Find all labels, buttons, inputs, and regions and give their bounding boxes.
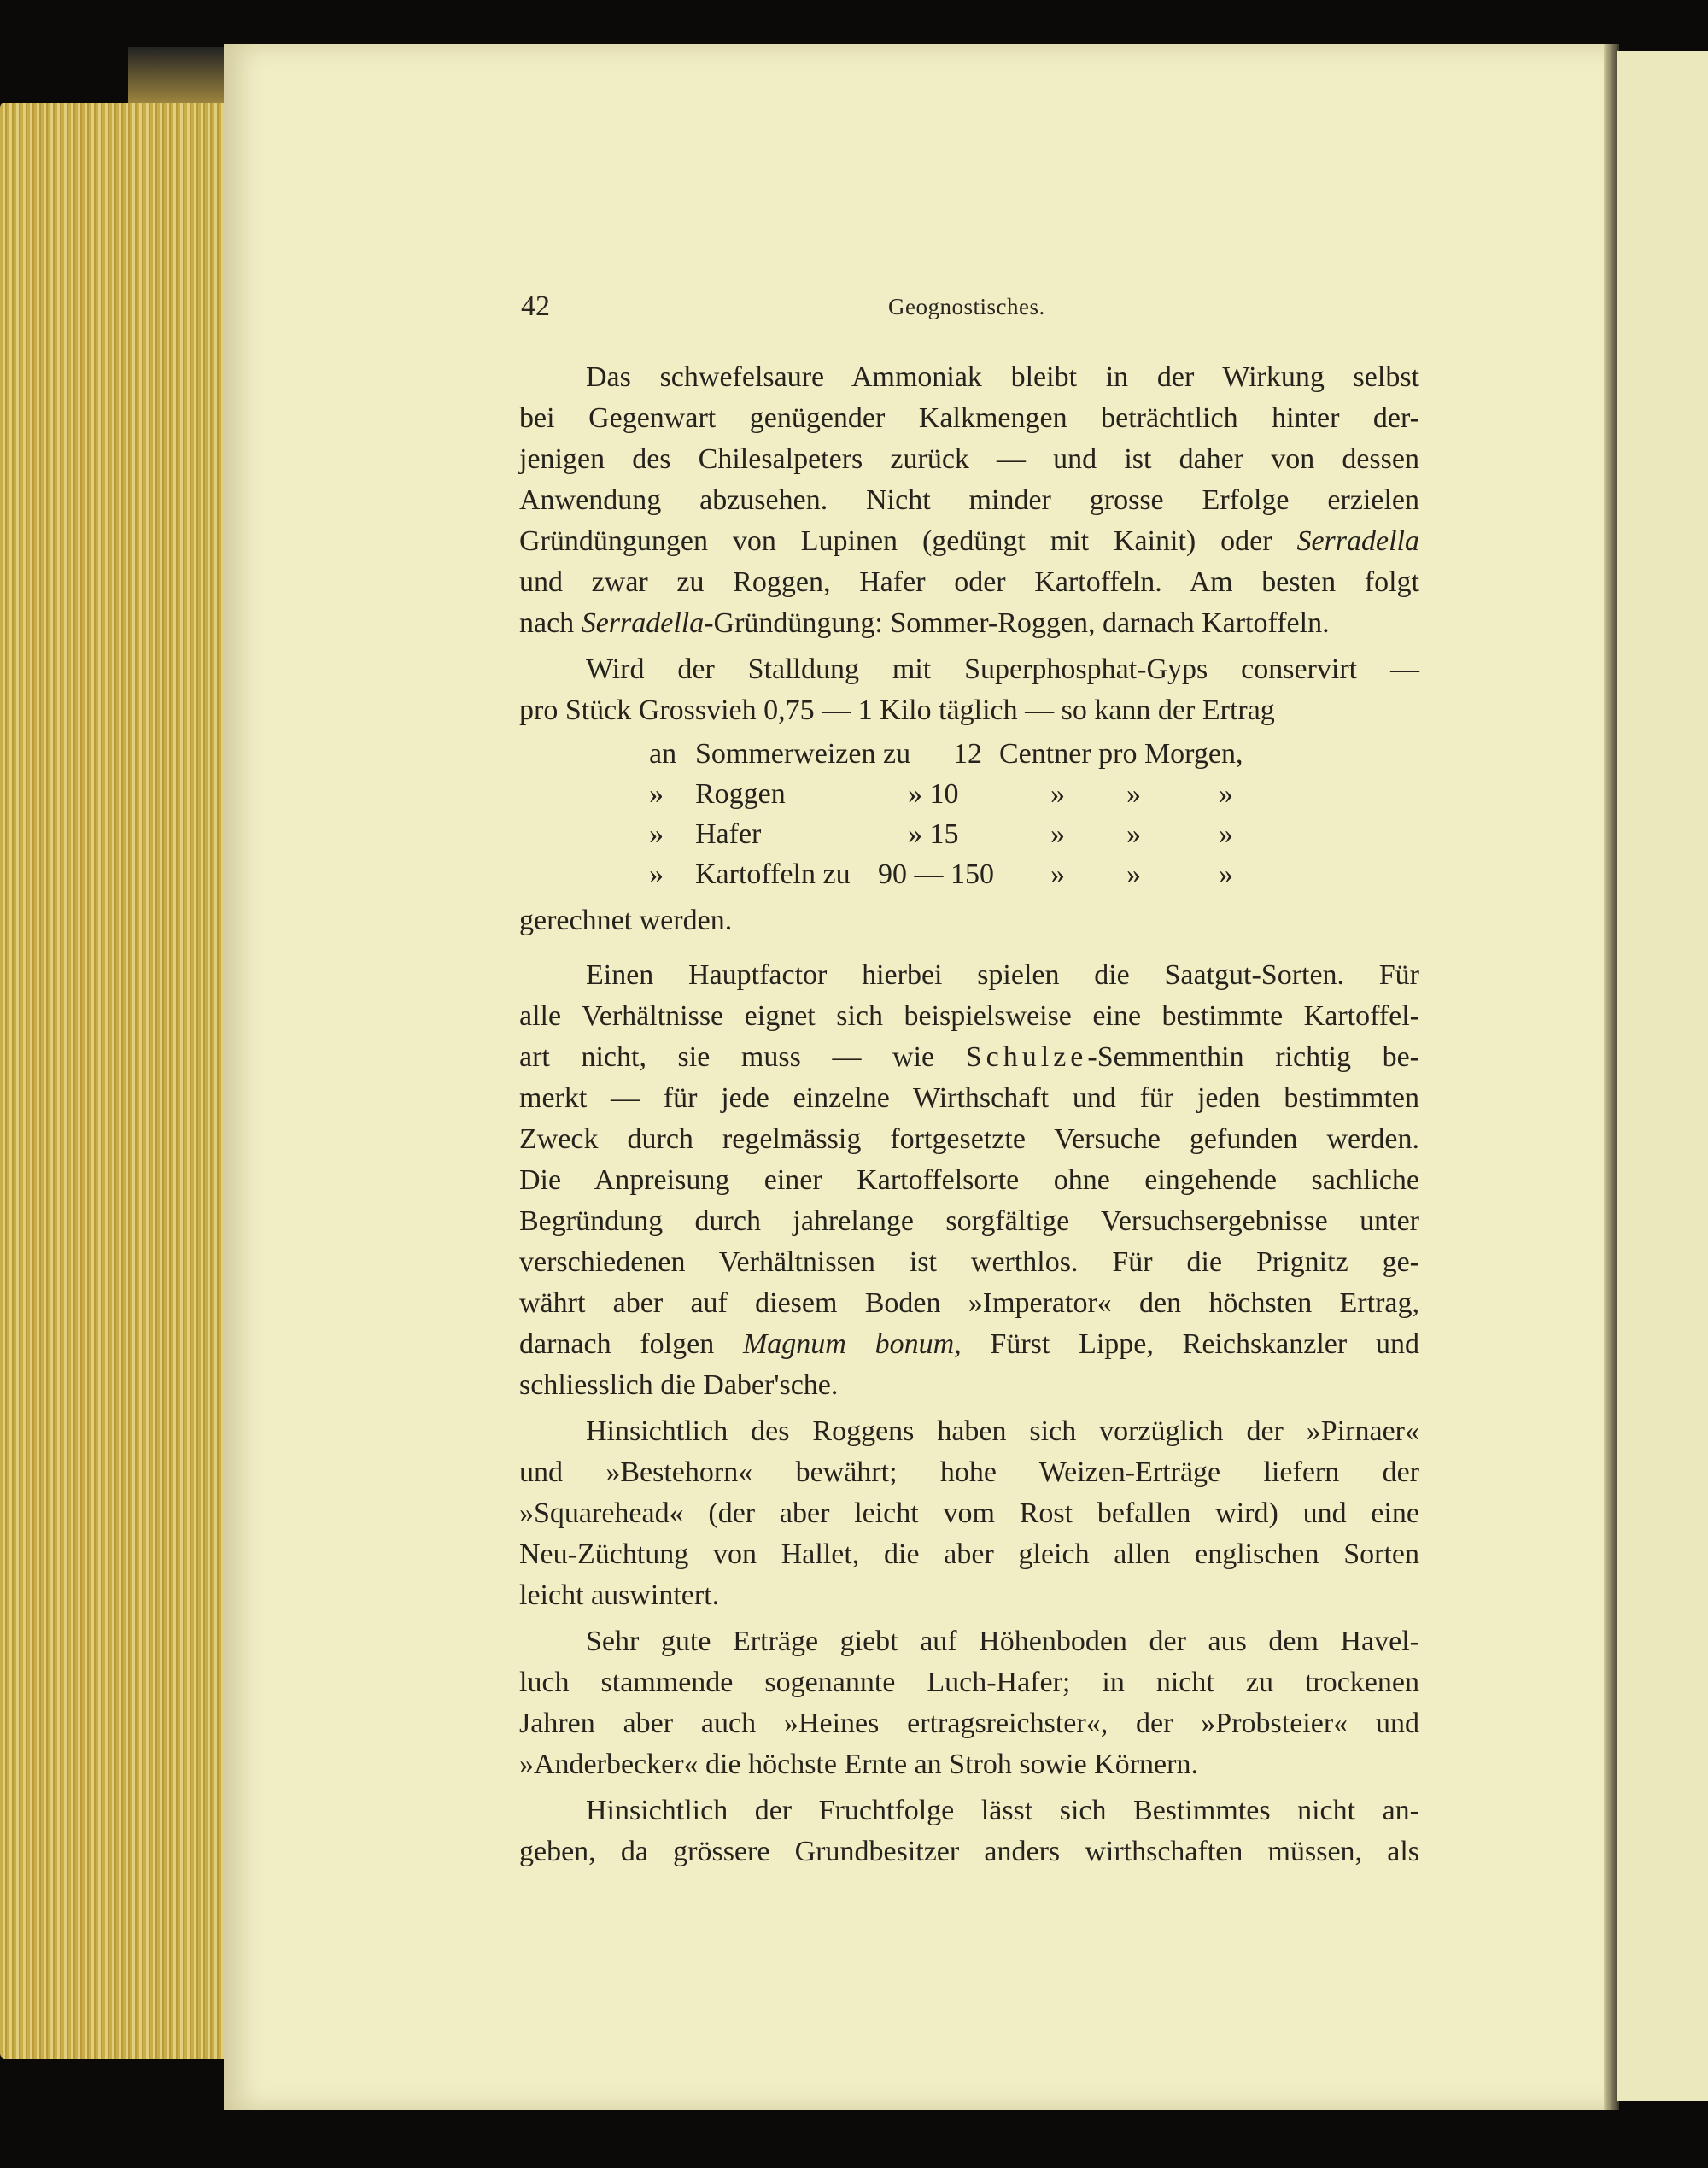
text-span: darnach folgen xyxy=(519,1328,743,1360)
paragraph xyxy=(519,1621,1419,1785)
text-line xyxy=(519,955,1419,996)
text-line xyxy=(519,1411,1419,1452)
text-span: alle Verhältnisse eignet sich beispielsweise eine bestimmte Kartoffel- xyxy=(519,1000,1419,1032)
table-cell: 90 — 150 xyxy=(878,858,994,890)
text-span: Einen Hauptfactor hierbei spielen die Saatgut-Sorten. Für xyxy=(586,959,1419,991)
text-span: -Gründüngung: Sommer-Roggen, darnach Kartoffeln. xyxy=(704,607,1330,639)
text-line xyxy=(519,1452,1419,1493)
facing-page-edge xyxy=(1617,51,1708,2101)
text-span: Hinsichtlich der Fruchtfolge lässt sich Bestimmtes nicht an- xyxy=(586,1795,1419,1826)
text-span: nach xyxy=(519,607,582,639)
text-span: , Fürst Lippe, Reichskanzler und xyxy=(954,1328,1419,1360)
text-line xyxy=(519,1831,1419,1872)
text-line xyxy=(519,562,1419,603)
text-line xyxy=(519,1534,1419,1575)
paragraph xyxy=(519,1790,1419,1872)
text-span: leicht auswintert. xyxy=(519,1579,720,1611)
text-span: währt aber auf diesem Boden »Imperator« den höchsten Ertrag, xyxy=(519,1287,1419,1319)
text-line xyxy=(519,996,1419,1037)
table-cell: » xyxy=(1050,818,1065,850)
text-line xyxy=(519,1575,1419,1616)
text-line xyxy=(519,521,1419,562)
table-cell: » xyxy=(1219,778,1233,810)
emphasized-text: Schulze xyxy=(965,1041,1088,1073)
table-cell: » xyxy=(1219,818,1233,850)
text-span: art nicht, sie muss — wie xyxy=(519,1041,966,1073)
table-cell: 12 xyxy=(953,738,982,770)
table-cell: » xyxy=(1126,858,1141,890)
text-span: luch stammende sogenannte Luch-Hafer; in nicht zu trockenen xyxy=(519,1667,1419,1698)
running-title: Geognostisches. xyxy=(888,294,1045,319)
text-line xyxy=(519,1324,1419,1365)
text-span: geben, da grössere Grundbesitzer anders wirthschaften müssen, als xyxy=(519,1836,1419,1867)
text-span: und zwar zu Roggen, Hafer oder Kartoffeln. Am besten folgt xyxy=(519,566,1419,598)
table-cell: » 10 xyxy=(908,778,959,810)
text-span: »Anderbecker« die höchste Ernte an Stroh sowie Körnern. xyxy=(519,1749,1198,1780)
table-cell: » xyxy=(649,858,664,890)
text-line xyxy=(519,1119,1419,1160)
text-span: Neu-Züchtung von Hallet, die aber gleich allen englischen Sorten xyxy=(519,1538,1419,1570)
emphasized-text: Magnum bonum xyxy=(742,1328,955,1360)
text-span: Begründung durch jahrelange sorgfältige Versuchsergebnisse unter xyxy=(519,1205,1419,1237)
table-cell: » xyxy=(1050,858,1065,890)
text-span: Anwendung abzusehen. Nicht minder grosse Erfolge erzielen xyxy=(519,484,1419,516)
text-line xyxy=(519,1621,1419,1662)
text-span: -Semmenthin richtig be- xyxy=(1087,1041,1419,1073)
text-line xyxy=(519,439,1419,480)
text-span: Hinsichtlich des Roggens haben sich vorzüglich der »Pirnaer« xyxy=(586,1415,1419,1447)
yield-table xyxy=(519,735,1419,895)
table-cell: » xyxy=(1126,818,1141,850)
text-span: Sehr gute Erträge giebt auf Höhenboden der aus dem Havel- xyxy=(586,1626,1419,1657)
text-span: jenigen des Chilesalpeters zurück — und ist daher von dessen xyxy=(519,443,1419,475)
paragraph xyxy=(519,649,1419,731)
text-span: Zweck durch regelmässig fortgesetzte Versuche gefunden werden. xyxy=(519,1123,1419,1155)
text-span: schliesslich die Daber'sche. xyxy=(519,1369,839,1401)
text-line xyxy=(519,1242,1419,1283)
text-span: verschiedenen Verhältnissen ist werthlos. Für die Prignitz ge- xyxy=(519,1246,1419,1278)
table-cell: Sommerweizen zu xyxy=(695,738,911,770)
paragraph xyxy=(519,900,1419,941)
table-cell: » xyxy=(1050,778,1065,810)
text-span: Gründüngungen von Lupinen (gedüngt mit Kainit) oder xyxy=(519,525,1297,557)
text-span: Jahren aber auch »Heines ertragsreichster«, der »Probsteier« und xyxy=(519,1708,1419,1739)
page-body xyxy=(519,352,1419,1872)
emphasized-text: Serradella xyxy=(581,607,705,639)
page-stack-edge xyxy=(0,103,231,2059)
table-cell: » 15 xyxy=(908,818,959,850)
text-line xyxy=(519,603,1419,644)
text-line xyxy=(519,649,1419,690)
table-cell: Kartoffeln zu xyxy=(695,858,851,890)
text-span: pro Stück Grossvieh 0,75 — 1 Kilo täglich — so kann der Ertrag xyxy=(519,694,1275,726)
text-line xyxy=(519,357,1419,398)
text-span: Die Anpreisung einer Kartoffelsorte ohne eingehende sachliche xyxy=(519,1164,1419,1196)
text-line xyxy=(519,480,1419,521)
page-number: 42 xyxy=(521,290,550,322)
text-line xyxy=(519,900,1419,941)
table-cell: » xyxy=(649,818,664,850)
text-line xyxy=(519,1790,1419,1831)
text-span: merkt — für jede einzelne Wirthschaft und für jeden bestimmten xyxy=(519,1082,1419,1114)
text-line xyxy=(519,1493,1419,1534)
text-line xyxy=(519,1078,1419,1119)
paragraph xyxy=(519,357,1419,644)
paragraphs-after-table xyxy=(519,900,1419,1872)
text-line xyxy=(519,1365,1419,1406)
table-cell: » xyxy=(1126,778,1141,810)
table-cell: » xyxy=(1219,858,1233,890)
text-span: gerechnet werden. xyxy=(519,905,733,936)
text-line xyxy=(519,1283,1419,1324)
text-span: und »Bestehorn« bewährt; hohe Weizen-Erträge liefern der xyxy=(519,1456,1419,1488)
text-line xyxy=(519,1201,1419,1242)
emphasized-text: Serradella xyxy=(1296,525,1419,557)
table-cell: » xyxy=(649,778,664,810)
text-line xyxy=(519,1037,1419,1078)
text-line xyxy=(519,690,1419,731)
text-line xyxy=(519,1703,1419,1744)
table-cell: Roggen xyxy=(695,778,786,810)
text-span: Das schwefelsaure Ammoniak bleibt in der Wirkung selbst xyxy=(586,361,1419,393)
table-cell: Centner pro Morgen, xyxy=(999,738,1243,770)
paragraph xyxy=(519,955,1419,1406)
text-line xyxy=(519,398,1419,439)
table-cell: an xyxy=(649,738,677,770)
paragraph xyxy=(519,1411,1419,1616)
text-span: Wird der Stalldung mit Superphosphat-Gyps conservirt — xyxy=(586,653,1419,685)
text-line xyxy=(519,1662,1419,1703)
paragraphs-before-table xyxy=(519,357,1419,731)
text-span: bei Gegenwart genügender Kalkmengen beträchtlich hinter der- xyxy=(519,402,1419,434)
table-cell: Hafer xyxy=(695,818,762,850)
text-line xyxy=(519,1160,1419,1201)
text-span: »Squarehead« (der aber leicht vom Rost befallen wird) und eine xyxy=(519,1497,1419,1529)
text-line xyxy=(519,1744,1419,1785)
